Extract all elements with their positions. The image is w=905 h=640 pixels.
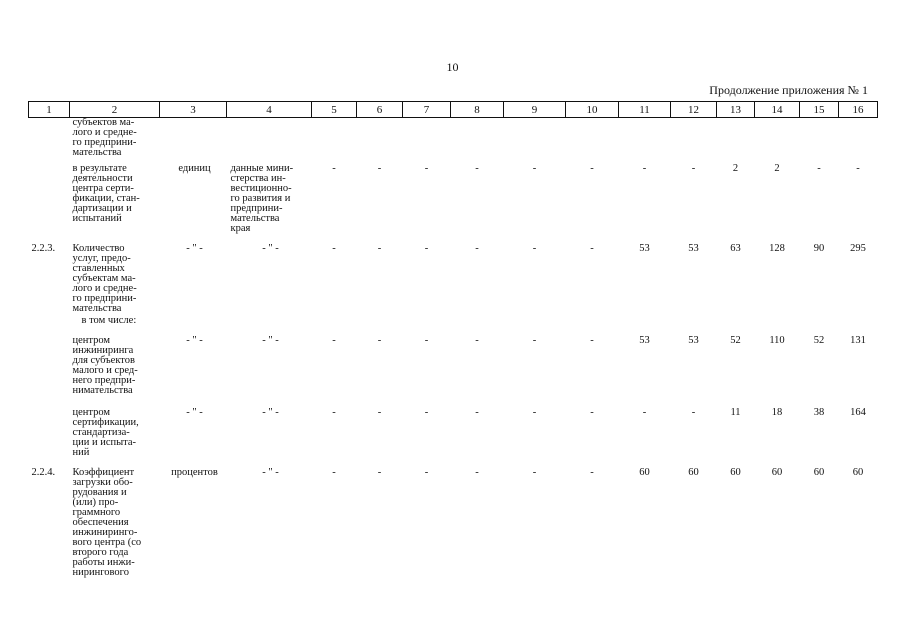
row-number: 2.2.3.: [31, 243, 56, 254]
value-cell: -: [532, 467, 537, 478]
value-cell: [671, 118, 717, 159]
unit-cell: - " -: [186, 243, 203, 254]
value-cell: -: [475, 467, 479, 478]
unit-cell: [160, 118, 227, 159]
value-cell: 53: [688, 335, 699, 346]
value-cell: -: [691, 407, 696, 418]
value-cell: [619, 118, 671, 159]
value-cell: 53: [639, 243, 650, 254]
indicator-name: [70, 396, 160, 458]
value-cell: -: [532, 407, 537, 418]
value-cell: 60: [730, 467, 741, 478]
value-cell: 53: [639, 335, 650, 346]
indicator-name-text: субъектов ма- лого и средне- го предприни- мательства: [72, 117, 137, 158]
value-cell: -: [332, 407, 336, 418]
value-cell: [755, 118, 800, 159]
table-row: [29, 234, 878, 314]
source-cell: [227, 314, 312, 326]
value-cell: [504, 118, 566, 159]
value-cell: -: [332, 467, 336, 478]
value-cell: -: [377, 467, 382, 478]
value-cell: -: [424, 467, 429, 478]
column-header: 6: [357, 102, 403, 118]
value-cell: 164: [850, 407, 866, 418]
column-header: 13: [717, 102, 755, 118]
value-cell: -: [642, 163, 647, 174]
value-cell: [671, 314, 717, 326]
source-cell: - " -: [262, 467, 279, 478]
source-cell: - " -: [262, 407, 279, 418]
value-cell: 110: [769, 335, 785, 346]
value-cell: -: [332, 243, 336, 254]
unit-cell: - " -: [186, 407, 203, 418]
indicator-name-text: Количество услуг, предо- ставленных субъектам ма- лого и средне- го предприни- мательства: [72, 243, 137, 314]
value-cell: -: [332, 335, 336, 346]
value-cell: -: [475, 243, 479, 254]
indicators-table: [28, 101, 878, 578]
table-row: [29, 158, 878, 234]
value-cell: -: [590, 407, 594, 418]
value-cell: [717, 314, 755, 326]
table-header-row: [29, 102, 878, 118]
value-cell: 60: [771, 467, 783, 478]
row-number: [29, 158, 70, 234]
value-cell: 128: [769, 243, 785, 254]
row-number: [29, 326, 70, 396]
column-header: 10: [566, 102, 619, 118]
source-cell: [227, 158, 312, 234]
value-cell: [451, 118, 504, 159]
indicator-name: [70, 118, 160, 159]
value-cell: -: [532, 163, 537, 174]
column-header: 7: [403, 102, 451, 118]
indicator-name-text: центром инжиниринга для субъектов малого и сред- него предпри- нимательства: [72, 335, 138, 396]
value-cell: [357, 118, 403, 159]
value-cell: [312, 118, 357, 159]
value-cell: 11: [730, 407, 741, 418]
column-header: 1: [29, 102, 70, 118]
value-cell: [839, 118, 878, 159]
column-header: 5: [312, 102, 357, 118]
value-cell: -: [424, 407, 429, 418]
value-cell: -: [475, 163, 479, 174]
column-header: 4: [227, 102, 312, 118]
column-header: 11: [619, 102, 671, 118]
value-cell: -: [532, 243, 537, 254]
value-cell: [839, 314, 878, 326]
indicator-name: [70, 326, 160, 396]
indicator-name-text: Коэффициент загрузки обо- рудования и (или) про- граммного обеспечения инжинирингo- вого центра (со второго года работы инжи- нирингового: [72, 467, 142, 578]
table-row: [29, 326, 878, 396]
indicator-name-text: в результате деятельности центра серти- фикации, стан- дартизации и испытаний: [72, 163, 140, 224]
value-cell: 38: [813, 407, 825, 418]
value-cell: 18: [771, 407, 783, 418]
column-header: 3: [160, 102, 227, 118]
row-number: 2.2.4.: [31, 467, 56, 478]
value-cell: 53: [688, 243, 699, 254]
value-cell: -: [475, 407, 479, 418]
row-number: [29, 118, 70, 159]
value-cell: -: [532, 335, 537, 346]
value-cell: -: [590, 467, 594, 478]
value-cell: [504, 314, 566, 326]
value-cell: -: [475, 335, 479, 346]
value-cell: -: [424, 163, 429, 174]
indicator-name: в том числе:: [81, 315, 137, 326]
value-cell: [800, 118, 839, 159]
table-row: [29, 118, 878, 159]
value-cell: [357, 314, 403, 326]
value-cell: 60: [813, 467, 825, 478]
value-cell: 52: [730, 335, 741, 346]
value-cell: [566, 314, 619, 326]
value-cell: [403, 314, 451, 326]
value-cell: -: [691, 163, 696, 174]
value-cell: -: [424, 335, 429, 346]
table-row: [29, 396, 878, 458]
value-cell: 52: [813, 335, 825, 346]
value-cell: [619, 314, 671, 326]
column-header: 2: [70, 102, 160, 118]
value-cell: 2: [774, 163, 780, 174]
column-header: 9: [504, 102, 566, 118]
value-cell: -: [856, 163, 860, 174]
value-cell: 60: [852, 467, 864, 478]
value-cell: -: [590, 335, 594, 346]
value-cell: -: [377, 163, 382, 174]
page-number: 10: [446, 60, 459, 74]
value-cell: -: [817, 163, 821, 174]
unit-cell: [160, 314, 227, 326]
value-cell: -: [590, 163, 594, 174]
value-cell: [800, 314, 839, 326]
value-cell: -: [642, 407, 647, 418]
value-cell: [566, 118, 619, 159]
value-cell: [312, 314, 357, 326]
source-cell: - " -: [262, 335, 279, 346]
value-cell: -: [377, 243, 382, 254]
table-row: [29, 458, 878, 578]
value-cell: 60: [688, 467, 699, 478]
value-cell: 2: [732, 163, 739, 174]
indicator-name-text: центром сертификации, стандартиза- ции и испыта- ний: [72, 407, 139, 458]
source-cell: - " -: [262, 243, 279, 254]
appendix-continuation-note: Продолжение приложения № 1: [709, 83, 868, 97]
source-cell: [227, 118, 312, 159]
value-cell: -: [377, 407, 382, 418]
unit-cell: процентов: [171, 467, 218, 478]
value-cell: 63: [730, 243, 741, 254]
unit-cell: единиц: [178, 163, 211, 174]
column-header: 12: [671, 102, 717, 118]
column-header: 16: [839, 102, 878, 118]
value-cell: 60: [639, 467, 650, 478]
value-cell: [717, 118, 755, 159]
value-cell: 90: [813, 243, 825, 254]
value-cell: [451, 314, 504, 326]
row-number: [29, 314, 70, 326]
column-header: 15: [800, 102, 839, 118]
row-number: [29, 396, 70, 458]
value-cell: [403, 118, 451, 159]
indicator-name: [70, 234, 160, 314]
indicator-name: [70, 458, 160, 578]
value-cell: -: [590, 243, 594, 254]
source-text: данные мини- стерства ин- вестиционно- го развития и предприни- мательства края: [230, 163, 294, 234]
indicator-name: [70, 158, 160, 234]
value-cell: [755, 314, 800, 326]
column-header: 14: [755, 102, 800, 118]
column-header: 8: [451, 102, 504, 118]
value-cell: 131: [850, 335, 866, 346]
value-cell: 295: [850, 243, 866, 254]
unit-cell: - " -: [186, 335, 203, 346]
value-cell: -: [424, 243, 429, 254]
value-cell: -: [332, 163, 336, 174]
value-cell: -: [377, 335, 382, 346]
table-row: [29, 314, 878, 326]
